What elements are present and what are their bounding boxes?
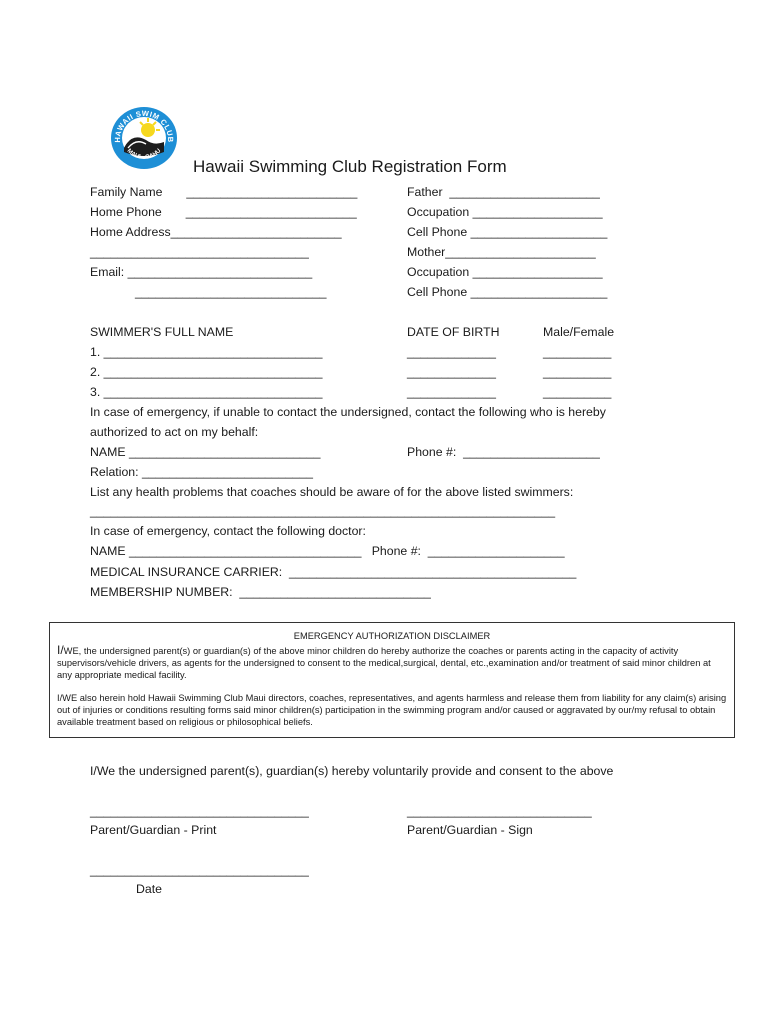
emergency-phone-field[interactable]: Phone #: ____________________ — [407, 445, 600, 459]
health-problems-field[interactable]: ____________________________________________________________________ — [90, 504, 556, 518]
swimmer-3-name[interactable]: 3. ________________________________ — [90, 385, 323, 399]
home-address-line2[interactable]: ________________________________ — [90, 245, 309, 259]
swimmer-1-sex[interactable]: __________ — [543, 345, 612, 359]
mother-cell-field[interactable]: Cell Phone ____________________ — [407, 285, 608, 299]
disclaimer-lead: I/ — [57, 643, 64, 657]
sign-signature-line[interactable]: ___________________________ — [407, 804, 592, 818]
disclaimer-paragraph-2: I/WE also herein hold Hawaii Swimming Club Maui directors, coaches, representatives, and agents harmless and release them from liability for any claim(s) arising out of injuries or conditions resulting forms said minor children(s) participation in the swimming program and/or caused or aggravated by our/my refusal to obtain available treatment based on religious or philosophical beliefs. — [57, 693, 727, 727]
father-cell-field[interactable]: Cell Phone ____________________ — [407, 225, 608, 239]
club-logo — [110, 106, 178, 170]
email-line2[interactable]: ____________________________ — [135, 285, 327, 299]
email-field[interactable]: Email: ___________________________ — [90, 265, 313, 279]
form-title: Hawaii Swimming Club Registration Form — [193, 157, 507, 176]
health-problems-label: List any health problems that coaches should be aware of for the above listed swimmers: — [90, 485, 574, 499]
swimmer-name-header: SWIMMER'S FULL NAME — [90, 325, 234, 339]
disclaimer-body-1: WE, the undersigned parent(s) or guardian(s) of the above minor children do hereby authorize the coaches or parents acting in the capacity of activity supervisors/vehicle drivers, as agents for the undersigned to consent to the medical,surgical, dental, etc.,examination and/or treatment of said minor children at any appropriate medical facility. — [57, 646, 711, 680]
emergency-instructions-cont: authorized to act on my behalf: — [90, 425, 259, 439]
father-field[interactable]: Father ______________________ — [407, 185, 600, 199]
swimmer-3-dob[interactable]: _____________ — [407, 385, 496, 399]
doctor-name-phone-field[interactable]: NAME __________________________________ Phone #: ____________________ — [90, 544, 565, 558]
swimmer-1-dob[interactable]: _____________ — [407, 345, 496, 359]
dob-header: DATE OF BIRTH — [407, 325, 500, 339]
family-name-field[interactable]: Family Name _________________________ — [90, 185, 358, 199]
home-address-field[interactable]: Home Address_________________________ — [90, 225, 342, 239]
disclaimer-box — [49, 622, 735, 738]
doctor-label: In case of emergency, contact the following doctor: — [90, 524, 366, 538]
disclaimer-heading: EMERGENCY AUTHORIZATION DISCLAIMER — [293, 631, 491, 641]
swimmer-2-name[interactable]: 2. ________________________________ — [90, 365, 323, 379]
swimmer-2-sex[interactable]: __________ — [543, 365, 612, 379]
mother-field[interactable]: Mother______________________ — [407, 245, 596, 259]
swimmer-2-dob[interactable]: _____________ — [407, 365, 496, 379]
father-occupation-field[interactable]: Occupation ___________________ — [407, 205, 603, 219]
consent-statement: I/We the undersigned parent(s), guardian(s) hereby voluntarily provide and consent to the above — [90, 764, 614, 778]
sign-label: Parent/Guardian - Sign — [407, 823, 533, 837]
swimmer-1-name[interactable]: 1. ________________________________ — [90, 345, 323, 359]
date-label: Date — [136, 882, 162, 896]
print-label: Parent/Guardian - Print — [90, 823, 217, 837]
date-line[interactable]: ________________________________ — [90, 863, 309, 877]
mother-occupation-field[interactable]: Occupation ___________________ — [407, 265, 603, 279]
print-signature-line[interactable]: ________________________________ — [90, 804, 309, 818]
disclaimer-paragraph-1 — [57, 644, 728, 681]
insurance-field[interactable]: MEDICAL INSURANCE CARRIER: __________________________________________ — [90, 565, 577, 579]
svg-text:MAUI · OAHU: MAUI · OAHU — [125, 148, 163, 161]
emergency-instructions: In case of emergency, if unable to contact the undersigned, contact the following who is hereby — [90, 405, 606, 419]
emergency-name-field[interactable]: NAME ____________________________ — [90, 445, 321, 459]
relation-field[interactable]: Relation: _________________________ — [90, 465, 313, 479]
sex-header: Male/Female — [543, 325, 615, 339]
swimmer-3-sex[interactable]: __________ — [543, 385, 612, 399]
home-phone-field[interactable]: Home Phone _________________________ — [90, 205, 357, 219]
membership-field[interactable]: MEMBERSHIP NUMBER: ____________________________ — [90, 585, 431, 599]
svg-text:HAWAII SWIM CLUB: HAWAII SWIM CLUB — [112, 108, 176, 143]
